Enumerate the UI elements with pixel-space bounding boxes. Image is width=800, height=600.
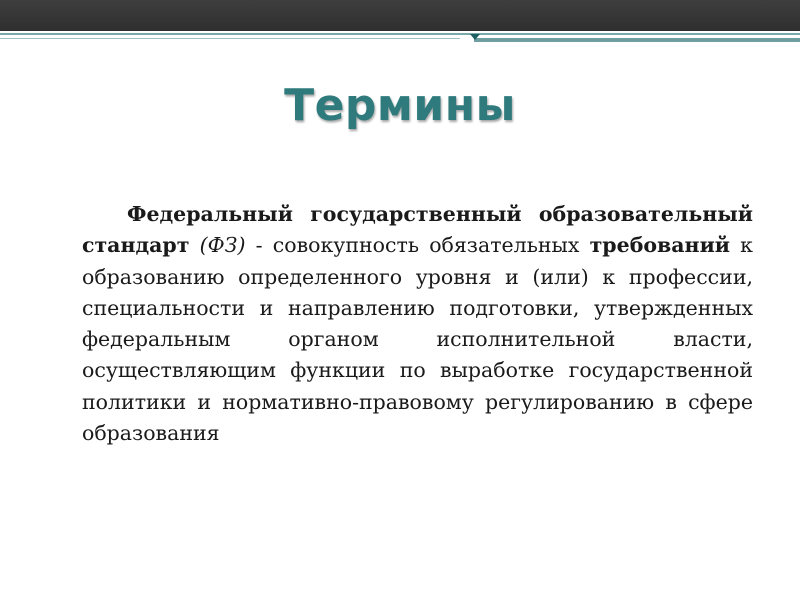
term-abbreviation: (ФЗ) <box>199 233 246 258</box>
definition-text-part1: - совокупность обязательных <box>245 233 590 258</box>
accent-stripe-thick <box>474 38 800 42</box>
accent-stripe-thin <box>0 38 460 39</box>
emphasized-word: требований <box>589 233 730 258</box>
defined-term: Федеральный государственный образовательный стандарт <box>82 202 753 258</box>
accent-stripe <box>0 33 800 35</box>
definition-paragraph <box>82 199 753 449</box>
definition-text-part2: к образованию определенного уровня и (или) к профессии, специальности и направлению подготовки, утвержденных федеральным органом исполнительной власти, осуществляющим функции по выработке государственной политики и нормативно-правовому регулированию в сфере образования <box>82 233 753 446</box>
triangle-marker-icon <box>470 34 480 40</box>
top-header-bar <box>0 0 800 31</box>
slide-title: Термины <box>284 80 516 131</box>
